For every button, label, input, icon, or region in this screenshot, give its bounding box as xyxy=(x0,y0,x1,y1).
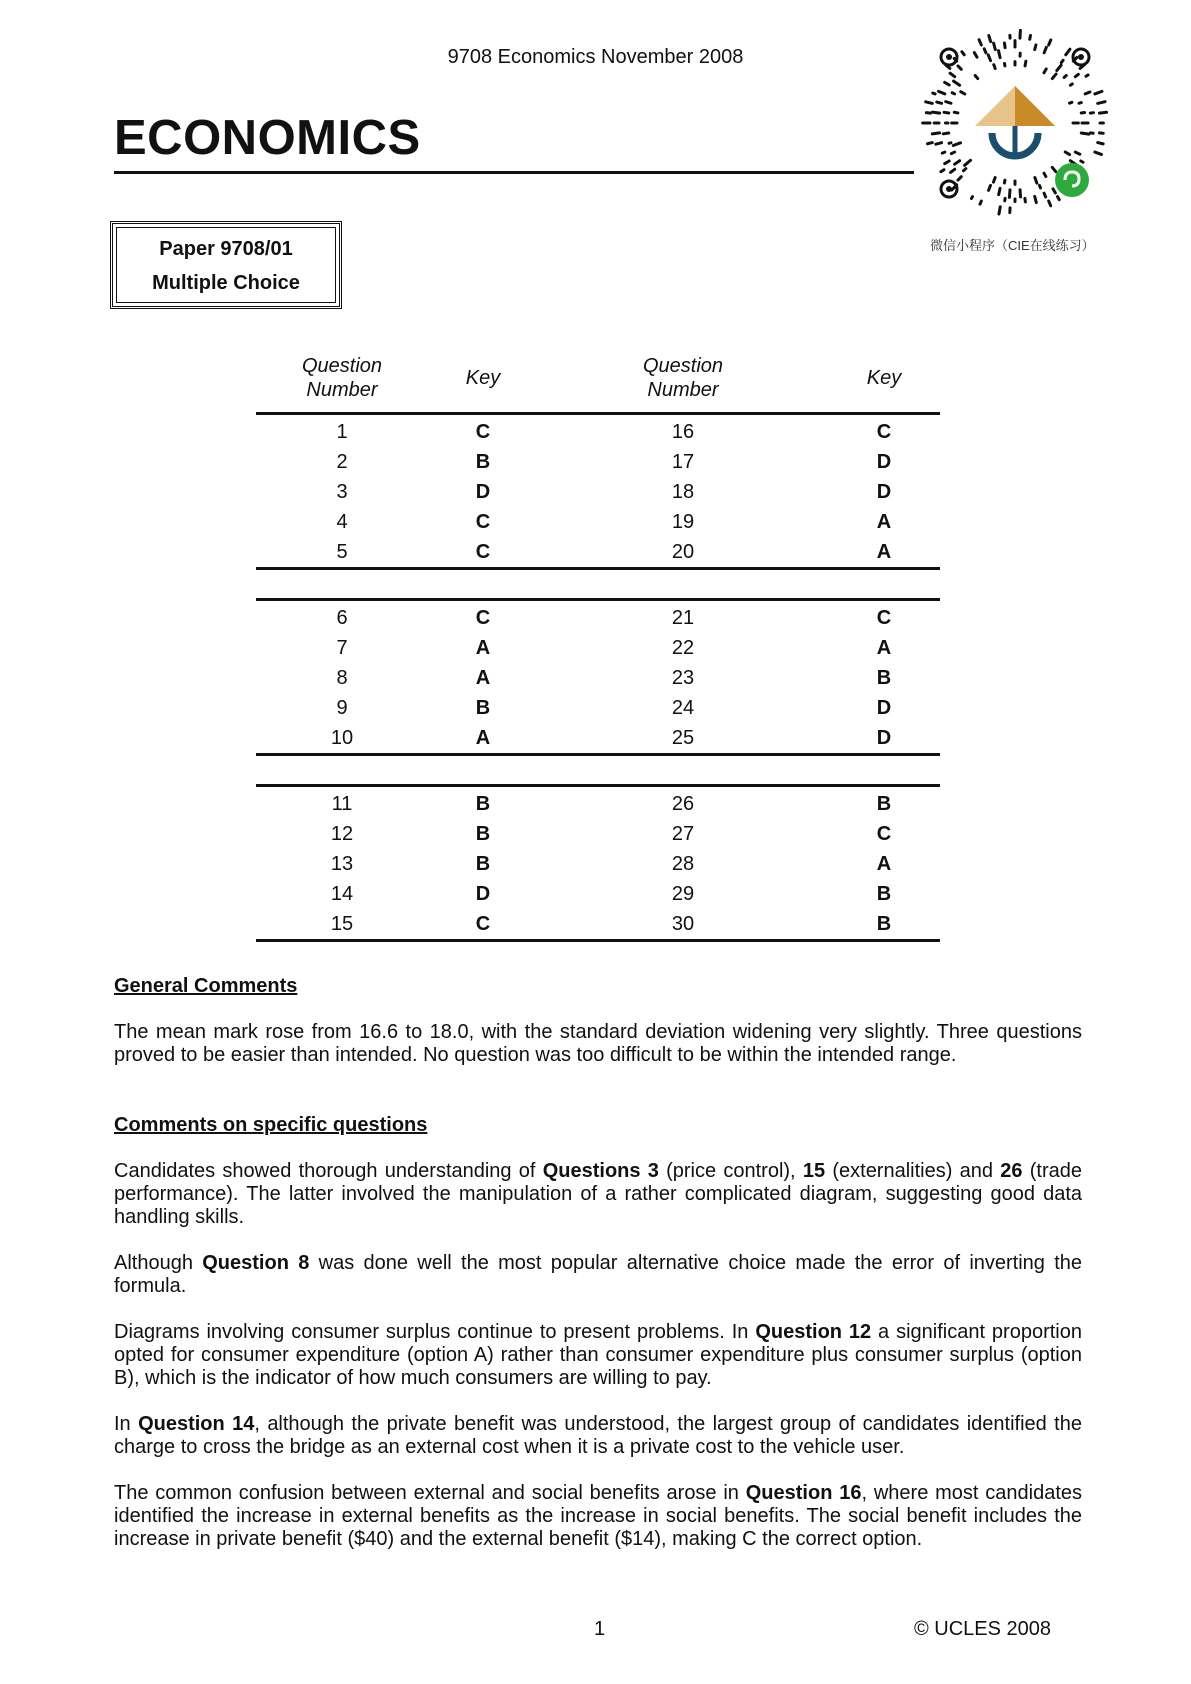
answer-key-table xyxy=(256,354,940,942)
question-number: 26 xyxy=(671,792,695,815)
answer-key: C xyxy=(475,606,491,629)
paragraph-questions-3-15-26: Candidates showed thorough understanding of Questions 3 (price control), 15 (externalities) and 26 (trade performance). The latter involved the manipulation of a rather complicated diagram, suggesting good data handling skills. xyxy=(114,1160,1082,1228)
answer-key-row xyxy=(256,879,940,909)
question-number: 9 xyxy=(336,696,348,719)
question-number: 8 xyxy=(336,666,348,689)
answer-key-row xyxy=(256,447,940,477)
question-number: 28 xyxy=(671,852,695,875)
group-separator xyxy=(256,755,940,786)
question-number: 4 xyxy=(336,510,348,533)
answer-key: A xyxy=(828,537,940,569)
question-number: 3 xyxy=(336,480,348,503)
answer-key: C xyxy=(876,822,892,845)
question-number: 17 xyxy=(671,450,695,473)
answer-key-header xyxy=(256,354,940,414)
specific-comments-heading: Comments on specific questions xyxy=(114,1114,428,1136)
answer-key-row xyxy=(256,600,940,634)
general-comments-text: The mean mark rose from 16.6 to 18.0, with the standard deviation widening very slightly. Three questions proved to be easier than intended. No question was too difficult to be within the intended range. xyxy=(114,1021,1082,1066)
question-number: 24 xyxy=(671,696,695,719)
answer-key: A xyxy=(876,636,892,659)
question-number: 30 xyxy=(538,909,828,941)
answer-key: B xyxy=(475,450,491,473)
qr-caption: 微信小程序（CIE在线练习） xyxy=(930,238,1095,253)
answer-key: D xyxy=(475,480,491,503)
paragraph-question-14: In Question 14, although the private benefit was understood, the largest group of candidates identified the charge to cross the bridge as an external cost when it is a private cost to the vehicle user. xyxy=(114,1413,1082,1458)
answer-key: D xyxy=(828,723,940,755)
answer-key-row xyxy=(256,786,940,820)
answer-key-row xyxy=(256,477,940,507)
answer-key: D xyxy=(475,882,491,905)
question-number: 21 xyxy=(671,606,695,629)
page-title: ECONOMICS xyxy=(114,111,421,165)
answer-key: B xyxy=(475,696,491,719)
question-number: 10 xyxy=(256,723,428,755)
title-rule xyxy=(114,171,914,174)
answer-key-row xyxy=(256,849,940,879)
header-key: Key xyxy=(828,354,940,414)
paragraph-question-16: The common confusion between external and social benefits arose in Question 16, where most candidates identified the increase in external benefits as the increase in social benefits. The social benefit includes the increase in private benefit ($40) and the external benefit ($14), making C the correct option. xyxy=(114,1482,1083,1550)
paragraph-question-8: Although Question 8 was done well the most popular alternative choice made the error of inverting the formula. xyxy=(114,1252,1083,1297)
answer-key-row xyxy=(256,819,940,849)
question-number: 19 xyxy=(671,510,695,533)
answer-key-row xyxy=(256,537,940,569)
answer-key: A xyxy=(876,510,892,533)
exam-header-text: 9708 Economics November 2008 xyxy=(447,46,744,68)
answer-key: A xyxy=(475,636,491,659)
answer-key: B xyxy=(475,792,491,815)
question-number: 7 xyxy=(336,636,348,659)
answer-key: B xyxy=(475,852,491,875)
answer-key: C xyxy=(428,909,538,941)
header-key: Key xyxy=(428,354,538,414)
question-number: 11 xyxy=(331,792,353,815)
answer-key: B xyxy=(876,666,892,689)
question-number: 1 xyxy=(336,420,348,443)
page-number: 1 xyxy=(594,1618,606,1640)
answer-key: D xyxy=(876,450,892,473)
question-number: 5 xyxy=(256,537,428,569)
question-number: 20 xyxy=(538,537,828,569)
answer-key-row xyxy=(256,693,940,723)
general-comments-heading: General Comments xyxy=(114,975,298,997)
question-number: 6 xyxy=(336,606,348,629)
answer-key-row xyxy=(256,633,940,663)
answer-key: A xyxy=(475,666,491,689)
answer-key-row xyxy=(256,909,940,941)
mini-program-qr-code xyxy=(920,28,1110,218)
question-number: 15 xyxy=(256,909,428,941)
answer-key: A xyxy=(428,723,538,755)
question-number: 23 xyxy=(671,666,695,689)
answer-key: C xyxy=(428,537,538,569)
answer-key: B xyxy=(828,909,940,941)
group-separator xyxy=(256,569,940,600)
header-question-number: Question Number xyxy=(256,354,428,414)
answer-key: C xyxy=(475,510,491,533)
paragraph-question-12: Diagrams involving consumer surplus continue to present problems. In Question 12 a significant proportion opted for consumer expenditure (option A) rather than consumer expenditure plus consumer surplus (option B), which is the indicator of how much consumers are willing to pay. xyxy=(114,1321,1082,1389)
question-number: 29 xyxy=(671,882,695,905)
answer-key: C xyxy=(475,420,491,443)
answer-key: C xyxy=(876,606,892,629)
answer-key: C xyxy=(876,420,892,443)
paper-info-box xyxy=(110,221,342,309)
answer-key-row xyxy=(256,414,940,448)
answer-key: B xyxy=(876,792,892,815)
question-number: 12 xyxy=(330,822,354,845)
header-question-number: Question Number xyxy=(538,354,828,414)
question-number: 27 xyxy=(671,822,695,845)
question-number: 13 xyxy=(330,852,354,875)
answer-key-row xyxy=(256,507,940,537)
copyright: © UCLES 2008 xyxy=(914,1618,1052,1640)
answer-key: D xyxy=(876,696,892,719)
answer-key-body xyxy=(256,414,940,941)
question-number: 16 xyxy=(671,420,695,443)
question-number: 14 xyxy=(330,882,354,905)
answer-key-row xyxy=(256,663,940,693)
question-number: 25 xyxy=(538,723,828,755)
question-number: 2 xyxy=(336,450,348,473)
paper-type: Multiple Choice xyxy=(152,272,300,294)
question-number: 22 xyxy=(671,636,695,659)
answer-key: B xyxy=(475,822,491,845)
answer-key-row xyxy=(256,723,940,755)
answer-key: B xyxy=(876,882,892,905)
paper-number: Paper 9708/01 xyxy=(159,238,293,260)
answer-key: D xyxy=(876,480,892,503)
answer-key: A xyxy=(876,852,892,875)
question-number: 18 xyxy=(671,480,695,503)
